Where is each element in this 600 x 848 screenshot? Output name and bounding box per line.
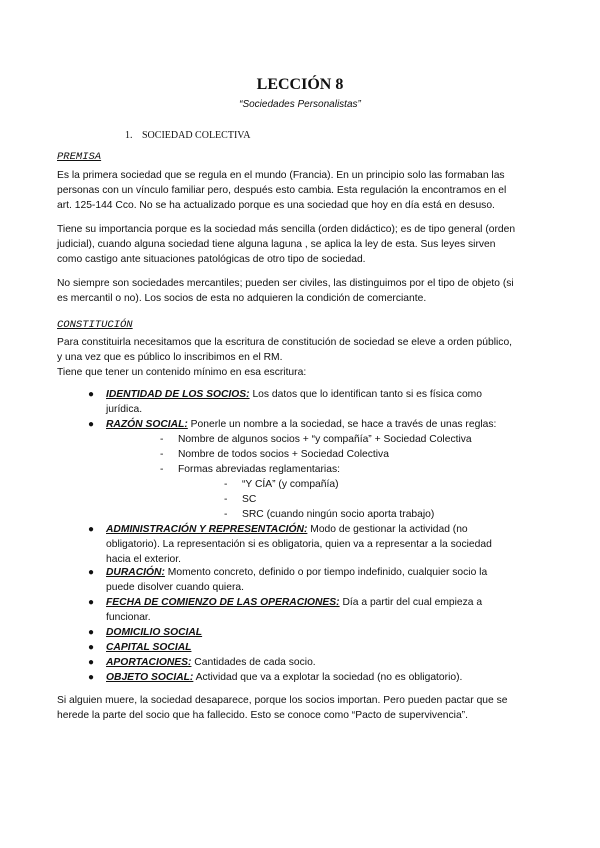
text-line: como castigo ante situaciones patológicas de otro tipo de sociedad. [57,254,366,265]
dash-icon: - [224,494,228,505]
bullet-icon: ● [88,597,95,608]
text-line: Para constituirla necesitamos que la escritura de constitución de sociedad se eleve a orden público, [57,337,513,348]
sub-item-text: “Y CÍA” (y compañía) [242,479,339,490]
text-line: personas con un vínculo familiar pero, después esto cambia. Esta regulación la encontramos en el [57,185,507,196]
lesson-subtitle: “Sociedades Personalistas” [239,99,361,110]
text-line: es mercantil o no). Los socios de esta no adquieren la condición de comerciante. [57,293,427,304]
dash-icon: - [160,464,164,475]
bullet-icon: ● [88,642,95,653]
text-line: herede la parte del socio que ha fallecido. Esto se conoce como “Pacto de supervivencia”. [57,710,468,721]
item-label: DURACIÓN: [106,567,165,578]
item-label: IDENTIDAD DE LOS SOCIOS: [106,389,250,400]
item-label: APORTACIONES: [106,657,192,668]
bullet-icon: ● [88,672,95,683]
closing-paragraph [57,693,557,723]
text-line: Si alguien muere, la sociedad desaparece, porque los socios importan. Pero pueden pactar que se [57,695,508,706]
item-text: Cantidades de cada socio. [191,657,316,668]
premisa-paragraph-2 [57,222,557,267]
sub-item-text: SC [242,494,257,505]
item-text: funcionar. [106,612,151,623]
bullet-icon: ● [88,657,95,668]
section-number: 1. [125,130,133,141]
premisa-paragraph-3 [57,276,557,306]
item-text: Momento concreto, definido o por tiempo indefinido, cualquier socio la [164,567,488,578]
lesson-title: LECCIÓN 8 [256,76,344,93]
sub-item-text: Formas abreviadas reglamentarias: [178,464,340,475]
bullet-icon: ● [88,524,95,535]
item-text: Día a partir del cual empieza a [339,597,483,608]
sub-item-text: SRC (cuando ningún socio aporta trabajo) [242,509,435,520]
section-heading [125,129,250,143]
text-line: art. 125-144 Cco. No se ha actualizado porque es una sociedad que hoy en día está en desuso. [57,200,495,211]
premisa-heading: PREMISA [57,151,102,163]
bullet-icon: ● [88,627,95,638]
item-text: hacia el exterior. [106,554,181,565]
item-text: Los datos que lo identifican tanto si es física como [249,389,482,400]
constitucion-intro [57,335,557,380]
item-label: CAPITAL SOCIAL [106,642,192,653]
dash-icon: - [224,479,228,490]
item-label: DOMICILIO SOCIAL [106,627,203,638]
item-text: Ponerle un nombre a la sociedad, se hace a través de unas reglas: [187,419,497,430]
item-label: ADMINISTRACIÓN Y REPRESENTACIÓN: [106,524,308,535]
premisa-paragraph-1 [57,168,557,213]
item-label: FECHA DE COMIENZO DE LAS OPERACIONES: [106,597,340,608]
dash-icon: - [224,509,228,520]
text-line: Es la primera sociedad que se regula en el mundo (Francia). En un principio solo las formaban las [57,170,505,181]
sub-item-text: Nombre de todos socios + Sociedad Colectiva [178,449,389,460]
sub-item-text: Nombre de algunos socios + “y compañía” + Sociedad Colectiva [178,434,472,445]
item-label: RAZÓN SOCIAL: [106,419,188,430]
dash-icon: - [160,449,164,460]
bullet-icon: ● [88,389,95,400]
item-text: Actividad que va a explotar la sociedad (no es obligatorio). [193,672,463,683]
item-text: Modo de gestionar la actividad (no [307,524,468,535]
text-line: judicial), cuando alguna sociedad tiene alguna laguna , se aplica la ley de esta. Sus leyes sirven [57,239,496,250]
item-label: OBJETO SOCIAL: [106,672,194,683]
text-line: Tiene su importancia porque es la sociedad más sencilla (orden didáctico); es de tipo general (orden [57,224,516,235]
text-line: No siempre son sociedades mercantiles; pueden ser civiles, las distinguimos por el tipo de objeto (si [57,278,514,289]
text-line: Tiene que tener un contenido mínimo en esa escritura: [57,367,307,378]
constitucion-heading: CONSTITUCIÓN [57,319,133,331]
dash-icon: - [160,434,164,445]
bullet-icon: ● [88,567,95,578]
section-label: SOCIEDAD COLECTIVA [142,130,251,141]
item-text: obligatorio). La representación si es obligatoria, quien va a representar a la sociedad [106,539,492,550]
bullet-icon: ● [88,419,95,430]
item-text: jurídica. [106,404,143,415]
item-text: puede disolver cuando quiera. [106,582,244,593]
text-line: y una vez que es público lo inscribimos en el RM. [57,352,283,363]
